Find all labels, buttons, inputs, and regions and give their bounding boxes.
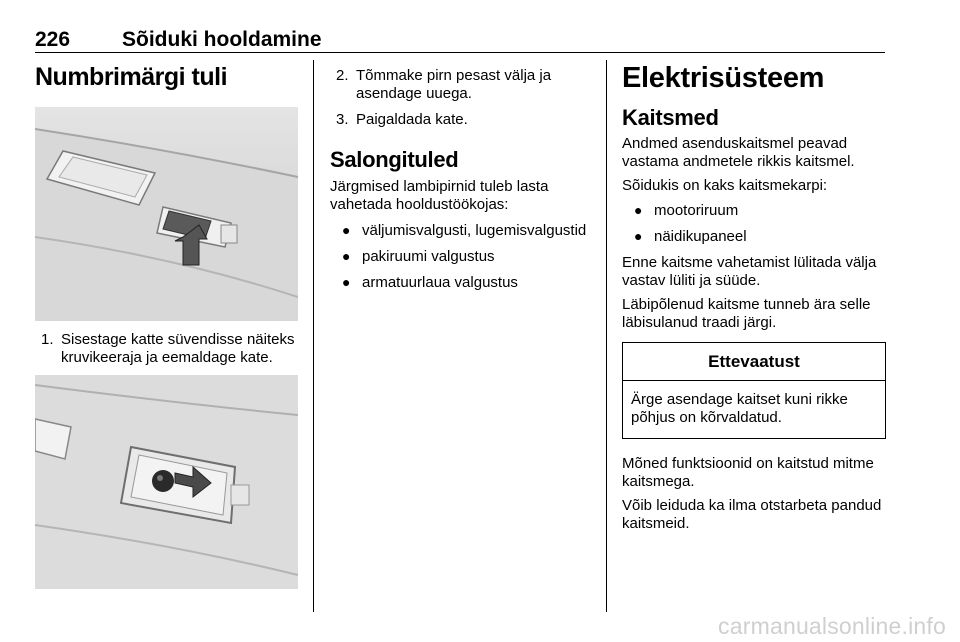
paragraph-multi-fuse: Mõned funktsioonid on kaitstud mitme kaitsmega. [622, 455, 874, 490]
paragraph-switch-off: Enne kaitsme vahetamist lülitada välja vastav lüliti ja süüde. [622, 254, 877, 289]
bullet-text: väljumisvalgusti, lugemisvalgustid [362, 222, 587, 239]
step-text: Paigaldada kate. [356, 111, 468, 128]
bullet-icon: ● [342, 222, 351, 238]
step-number: 2. [336, 67, 349, 84]
column-3 [622, 60, 888, 533]
list-item [622, 228, 888, 246]
bullet-icon: ● [634, 228, 643, 244]
section-title-interior-lights: Salongituled [330, 147, 459, 172]
illustration-lamp-cover [35, 107, 298, 321]
bullet-icon: ● [634, 202, 643, 218]
step-number: 1. [41, 331, 54, 348]
column-divider-1 [313, 60, 314, 612]
list-item [330, 274, 592, 292]
page-number: 226 [35, 28, 71, 51]
subsection-title-fuses: Kaitsmed [622, 105, 719, 130]
bullet-text: armatuurlaua valgustus [362, 274, 518, 291]
paragraph-spare-fuses: Võib leiduda ka ilma otstarbeta pandud kaitsmeid. [622, 497, 882, 532]
steps-list-1 [35, 331, 300, 367]
bullet-text: näidikupaneel [654, 228, 747, 245]
caution-box [622, 342, 886, 439]
step-text: Tõmmake pirn pesast välja ja asendage uuega. [356, 67, 552, 102]
caution-text: Ärge asendage kaitset kuni rikke põhjus on kõrvaldatud. [631, 391, 848, 426]
bullet-text: mootoriruum [654, 202, 739, 219]
list-item [330, 222, 592, 240]
interior-lights-list [330, 222, 592, 292]
steps-list-2 [330, 67, 592, 129]
bullet-icon: ● [342, 274, 351, 290]
paragraph-interior-intro: Järgmised lambipirnid tuleb lasta vahetada hooldustöökojas: [330, 178, 549, 213]
paragraph-blown-fuse: Läbipõlenud kaitsme tunneb ära selle läbisulanud traadi järgi. [622, 296, 871, 331]
list-item [330, 248, 592, 266]
watermark: carmanualsonline.info [718, 613, 946, 639]
illustration-bulb-socket [35, 375, 298, 589]
step-number: 3. [336, 111, 349, 128]
section-title-license-plate-light: Numbrimärgi tuli [35, 63, 228, 91]
column-divider-2 [606, 60, 607, 612]
page-header [35, 28, 885, 50]
section-title-electrical-system: Elektrisüsteem [622, 62, 825, 94]
bullet-text: pakiruumi valgustus [362, 248, 495, 265]
header-rule [35, 52, 885, 53]
column-1 [35, 60, 300, 589]
list-item [330, 111, 592, 129]
figure-cover-removal [35, 107, 298, 321]
figure-bulb-removal [35, 375, 298, 589]
list-item [330, 67, 592, 103]
list-item [35, 331, 300, 367]
paragraph-fuse-data: Andmed asenduskaitsmel peavad vastama andmetele rikkis kaitsmel. [622, 135, 855, 170]
column-2 [330, 60, 592, 300]
list-item [622, 202, 888, 220]
paragraph-fuse-boxes: Sõidukis on kaks kaitsmekarpi: [622, 177, 828, 194]
chapter-title: Sõiduki hooldamine [122, 28, 322, 51]
step-text: Sisestage katte süvendisse näiteks kruvikeeraja ja eemaldage kate. [61, 331, 295, 366]
bullet-icon: ● [342, 248, 351, 264]
caution-title: Ettevaatust [623, 343, 885, 381]
fuse-box-list [622, 202, 888, 246]
